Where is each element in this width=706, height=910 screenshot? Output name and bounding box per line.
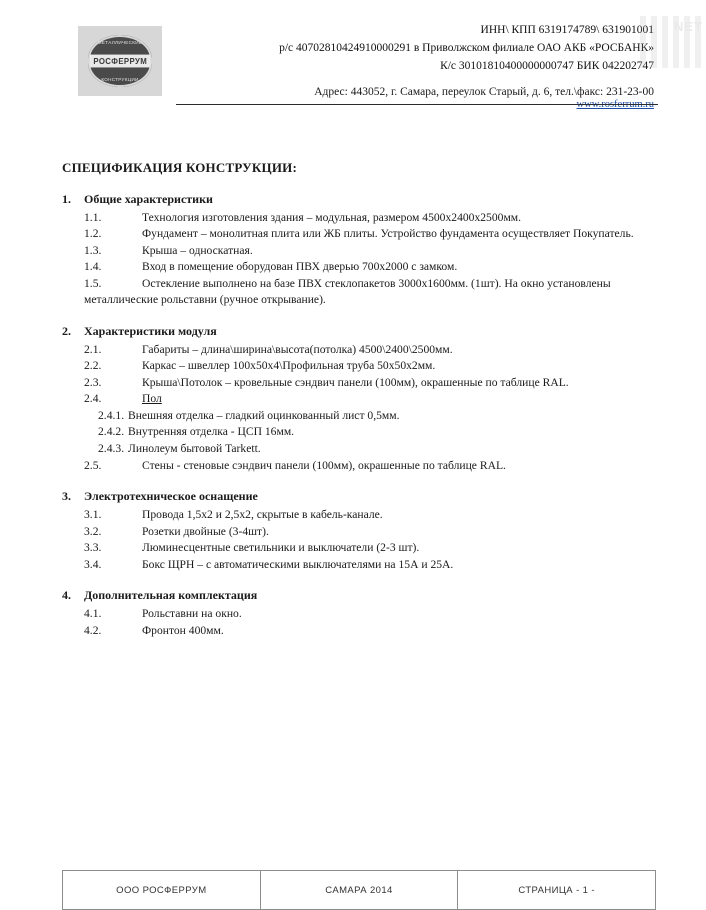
document-header bbox=[0, 0, 706, 110]
page-title: СПЕЦИФИКАЦИЯ КОНСТРУКЦИИ: bbox=[62, 160, 297, 175]
logo-arc-bottom-text: КОНСТРУКЦИИ bbox=[101, 77, 139, 82]
section-number: 4. bbox=[62, 588, 71, 603]
list-item bbox=[84, 557, 656, 573]
item-number: 2.3. bbox=[84, 375, 102, 389]
list-item bbox=[98, 408, 656, 425]
item-number: 1.3. bbox=[84, 243, 102, 257]
document-body bbox=[0, 110, 706, 639]
section-heading bbox=[62, 489, 656, 504]
section-electrical-equipment bbox=[62, 489, 656, 573]
item-text: Розетки двойные (3-4шт). bbox=[142, 524, 269, 538]
watermark bbox=[640, 16, 706, 68]
company-website-link[interactable]: www.rosferrum.ru bbox=[576, 99, 654, 111]
item-number: 3.3. bbox=[84, 541, 102, 555]
list-item bbox=[84, 540, 656, 556]
section-items bbox=[62, 606, 656, 639]
inn-kpp-line: ИНН\ КПП 6319174789\ 631901001 bbox=[480, 24, 654, 36]
item-number: 1.2. bbox=[84, 227, 102, 241]
item-text: Пол bbox=[142, 392, 162, 406]
list-item bbox=[84, 276, 656, 309]
correspondent-account-line: К/с 30101810400000000747 БИК 042202747 bbox=[440, 59, 654, 72]
item-text: Рольставни на окно. bbox=[142, 607, 242, 621]
section-items bbox=[62, 507, 656, 573]
item-number: 3.4. bbox=[84, 557, 102, 571]
item-number: 4.2. bbox=[84, 623, 102, 637]
item-text: Вход в помещение оборудован ПВХ дверью 700х2000 с замком. bbox=[142, 260, 458, 274]
logo-emblem bbox=[88, 35, 152, 87]
company-logo bbox=[78, 26, 162, 96]
item-number: 2.2. bbox=[84, 359, 102, 373]
section-number: 3. bbox=[62, 489, 71, 504]
section-number: 2. bbox=[62, 323, 71, 338]
watermark-text: NET bbox=[674, 19, 703, 34]
item-number: 4.1. bbox=[84, 607, 102, 621]
list-item bbox=[84, 358, 656, 374]
section-additional-equipment bbox=[62, 588, 656, 639]
item-text: Бокс ЩРН – с автоматическими выключателями на 15А и 25А. bbox=[142, 557, 454, 571]
document-footer bbox=[62, 870, 656, 910]
list-item bbox=[84, 623, 656, 639]
item-number: 1.1. bbox=[84, 211, 102, 224]
list-item bbox=[98, 441, 656, 458]
item-text: Каркас – швеллер 100х50х4\Профильная труба 50х50х2мм. bbox=[142, 359, 436, 373]
item-text: Фундамент – монолитная плита или ЖБ плиты. Устройство фундамента осуществляет Покупатель. bbox=[142, 227, 634, 241]
list-item bbox=[84, 342, 656, 358]
item-text: Технология изготовления здания – модульная, размером 4500х2400х2500мм. bbox=[142, 211, 522, 224]
item-number: 3.2. bbox=[84, 524, 102, 538]
section-heading bbox=[62, 192, 656, 207]
item-number: 2.1. bbox=[84, 342, 102, 356]
item-text: Крыша – односкатная. bbox=[142, 243, 253, 257]
logo-arc-top-text: МЕТАЛЛИЧЕСКИЕ bbox=[97, 40, 143, 45]
item-number: 2.4.2. bbox=[98, 425, 125, 439]
list-item bbox=[84, 524, 656, 540]
item-text: Крыша\Потолок – кровельные сэндвич панели (100мм), окрашенные по таблице RAL. bbox=[142, 375, 569, 389]
item-text: Габариты – длина\ширина\высота(потолка) 4500\2400\2500мм. bbox=[142, 342, 453, 356]
list-item bbox=[98, 424, 656, 441]
list-item bbox=[84, 507, 656, 523]
list-item bbox=[84, 375, 656, 391]
item-number: 1.4. bbox=[84, 260, 102, 274]
section-title: Характеристики модуля bbox=[84, 323, 217, 338]
item-text: Внешняя отделка – гладкий оцинкованный лист 0,5мм. bbox=[128, 408, 400, 422]
footer-page-number: СТРАНИЦА - 1 - bbox=[518, 884, 595, 896]
item-number: 2.4. bbox=[84, 392, 102, 406]
footer-city-year: САМАРА 2014 bbox=[261, 871, 459, 909]
section-number: 1. bbox=[62, 192, 71, 206]
item-text: Фронтон 400мм. bbox=[142, 623, 224, 637]
list-item bbox=[84, 458, 656, 474]
section-general-characteristics bbox=[62, 192, 656, 309]
section-module-characteristics bbox=[62, 324, 656, 475]
section-items bbox=[62, 210, 656, 309]
item-number: 2.4.3. bbox=[98, 442, 125, 456]
item-text: Линолеум бытовой Tarkett. bbox=[128, 442, 261, 456]
item-text: Провода 1,5х2 и 2,5х2, скрытые в кабель-канале. bbox=[142, 508, 383, 522]
item-number: 2.4.1. bbox=[98, 408, 125, 422]
section-title: Дополнительная комплектация bbox=[84, 588, 258, 603]
item-text: Внутренняя отделка - ЦСП 16мм. bbox=[128, 425, 295, 439]
item-text: Остекление выполнено на базе ПВХ стеклопакетов 3000х1600мм. (1шт). На окно установлены металлические рольставни (ручное открывание). bbox=[84, 276, 611, 307]
list-item bbox=[84, 210, 656, 226]
list-item bbox=[84, 606, 656, 622]
item-text: Стены - стеновые сэндвич панели (100мм), окрашенные по таблице RAL. bbox=[142, 458, 506, 472]
settlement-account-line: р/с 40702810424910000291 в Приволжском филиале ОАО АКБ «РОСБАНК» bbox=[279, 41, 654, 54]
list-item bbox=[84, 226, 656, 242]
section-heading bbox=[62, 588, 656, 603]
section-title: Электротехническое оснащение bbox=[84, 489, 258, 504]
item-number: 1.5. bbox=[84, 276, 102, 290]
list-item bbox=[84, 259, 656, 275]
logo-brand-text: РОСФЕРРУМ bbox=[89, 55, 150, 68]
company-address: Адрес: 443052, г. Самара, переулок Старый, д. 6, тел.\факс: 231-23-00 bbox=[314, 86, 654, 99]
list-item bbox=[84, 391, 656, 407]
footer-company: ООО РОСФЕРРУМ bbox=[63, 871, 261, 909]
item-number: 2.5. bbox=[84, 458, 102, 472]
list-item bbox=[84, 243, 656, 259]
item-number: 3.1. bbox=[84, 508, 102, 522]
section-heading bbox=[62, 324, 656, 339]
section-title: Общие характеристики bbox=[84, 192, 213, 206]
section-items bbox=[62, 342, 656, 475]
item-text: Люминесцентные светильники и выключатели (2-3 шт). bbox=[142, 541, 420, 555]
header-divider bbox=[176, 104, 658, 105]
